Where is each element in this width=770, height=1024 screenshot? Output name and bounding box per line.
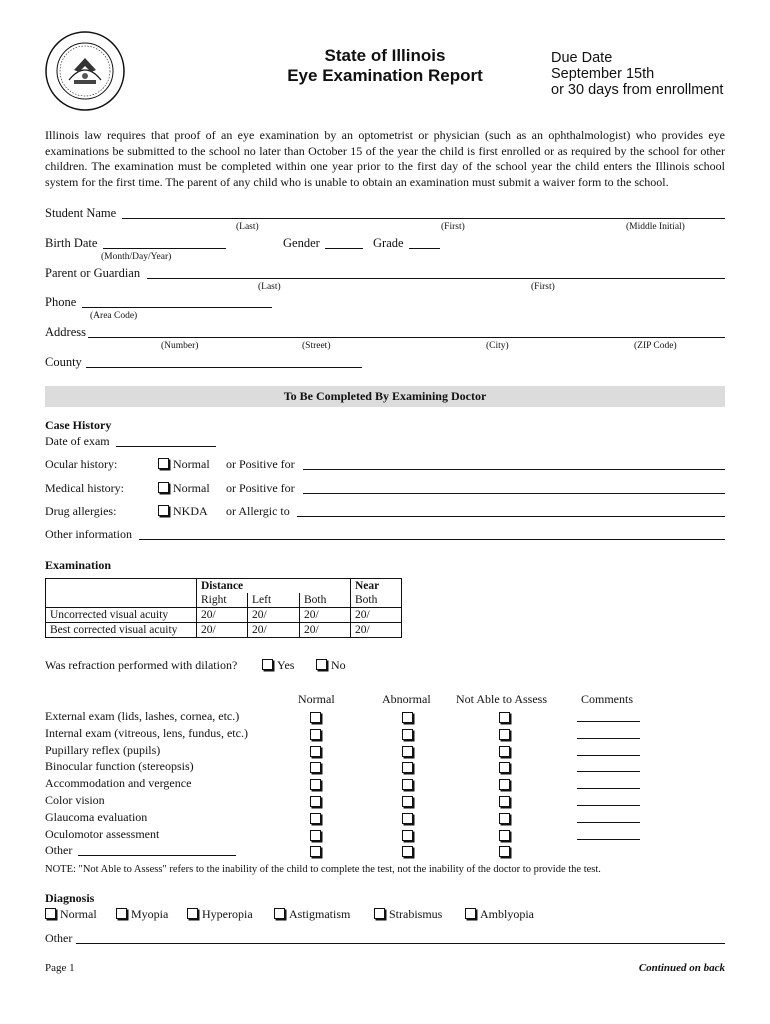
diagnosis-hyperopia-checkbox[interactable] (187, 907, 253, 922)
diagnosis-other-field[interactable] (76, 943, 725, 944)
due-date-block (551, 50, 723, 98)
assessment-label-color-vision: Color vision (45, 793, 105, 807)
drug-allergies-label: Drug allergies: (45, 504, 117, 518)
other-information-label: Other information (45, 527, 132, 541)
checkbox-icon (262, 659, 273, 670)
birth-date-hint: (Month/Day/Year) (101, 252, 172, 262)
internal-exam-abnormal-checkbox[interactable] (402, 729, 413, 740)
accommodation-vergence-normal-checkbox[interactable] (310, 779, 321, 790)
refraction-no-checkbox[interactable] (316, 658, 346, 673)
phone-hint: (Area Code) (90, 311, 138, 321)
parent-label: Parent or Guardian (45, 266, 141, 280)
best-corrected-row (46, 623, 402, 638)
other-information-field[interactable] (139, 539, 725, 540)
diagnosis-strabismus-checkbox[interactable] (374, 907, 442, 922)
medical-positive-label: or Positive for (226, 481, 295, 495)
grade-field[interactable] (409, 248, 440, 249)
state-seal (44, 30, 126, 112)
intro-paragraph: Illinois law requires that proof of an eye examination by an optometrist or physician (such as an ophthalmologist) who provides eye examinations be submitted to the school no later than October 15 of the year the child is first enrolled or as required by the school for other children. The examination must be completed within one year prior to the first day of the school year the child enters the Illinois school system for the first time. The parent of any child who is unable to obtain an examination must submit a waiver form to the school. (45, 128, 725, 189)
nkda-checkbox[interactable] (158, 504, 208, 519)
glaucoma-evaluation-abnormal-checkbox[interactable] (402, 813, 413, 824)
diagnosis-option-label: Hyperopia (202, 907, 253, 921)
binocular-function-normal-checkbox[interactable] (310, 762, 321, 773)
assessment-label-external-exam: External exam (lids, lashes, cornea, etc.) (45, 709, 240, 723)
allergic-to-label: or Allergic to (226, 504, 290, 518)
both-distance-header: Both (300, 593, 351, 608)
diagnosis-other-label: Other (45, 931, 73, 945)
external-exam-not-able-checkbox[interactable] (499, 712, 510, 723)
ocular-normal-label: Normal (173, 457, 210, 471)
diagnosis-option-label: Astigmatism (289, 907, 351, 921)
assessment-label-internal-exam: Internal exam (vitreous, lens, fundus, etc.) (45, 725, 248, 740)
assessment-label-oculomotor-assessment: Oculomotor assessment (45, 826, 160, 841)
diagnosis-option-label: Strabismus (389, 907, 443, 921)
oculomotor-assessment-comment-field[interactable] (577, 839, 640, 840)
color-vision-not-able-checkbox[interactable] (499, 796, 510, 807)
checkbox-icon (187, 908, 198, 919)
uncorrected-left[interactable]: 20/ (248, 608, 300, 623)
case-history-heading: Case History (45, 418, 112, 432)
other-normal-checkbox[interactable] (310, 846, 321, 857)
acuity-subheader-blank (46, 593, 197, 608)
assessment-label-binocular-function: Binocular function (stereopsis) (45, 759, 194, 774)
continued-on-back: Continued on back (638, 962, 725, 974)
checkbox-icon (158, 505, 169, 516)
address-field[interactable] (88, 337, 725, 338)
medical-history-label: Medical history: (45, 481, 124, 495)
color-vision-normal-checkbox[interactable] (310, 796, 321, 807)
birth-date-field[interactable] (103, 248, 226, 249)
phone-field[interactable] (82, 307, 272, 308)
oculomotor-assessment-normal-checkbox[interactable] (310, 830, 321, 841)
name-middle-hint: (Middle Initial) (626, 222, 685, 232)
diagnosis-option-label: Amblyopia (480, 907, 534, 921)
page-number: Page 1 (45, 962, 75, 974)
gender-field[interactable] (325, 248, 363, 249)
parent-first-hint: (First) (531, 282, 555, 292)
due-date-line-2: or 30 days from enrollment (551, 82, 724, 98)
allergic-to-field[interactable] (297, 516, 725, 517)
date-of-exam-label: Date of exam (45, 434, 110, 448)
doctor-section-title: To Be Completed By Examining Doctor (283, 389, 487, 403)
best-corrected-near[interactable]: 20/ (351, 623, 402, 638)
left-header: Left (248, 593, 300, 608)
checkbox-icon (316, 659, 327, 670)
accommodation-vergence-abnormal-checkbox[interactable] (402, 779, 413, 790)
address-zip-hint: (ZIP Code) (634, 341, 677, 351)
other-abnormal-checkbox[interactable] (402, 846, 413, 857)
external-exam-abnormal-checkbox[interactable] (402, 712, 413, 723)
phone-label: Phone (45, 295, 77, 309)
ocular-normal-checkbox[interactable] (158, 457, 210, 472)
checkbox-icon (465, 908, 476, 919)
nkda-label: NKDA (173, 504, 208, 518)
ocular-positive-field[interactable] (303, 469, 725, 470)
doctor-section-banner (45, 386, 725, 407)
other-not-able-checkbox[interactable] (499, 846, 510, 857)
assessment-label-other: Other (45, 843, 73, 858)
checkbox-icon (45, 908, 56, 919)
address-number-hint: (Number) (161, 341, 199, 351)
best-corrected-left[interactable]: 20/ (248, 623, 300, 638)
refraction-yes-label: Yes (277, 658, 295, 672)
uncorrected-near[interactable]: 20/ (351, 608, 402, 623)
birth-date-label: Birth Date (45, 236, 98, 250)
name-first-hint: (First) (441, 222, 465, 232)
medical-normal-label: Normal (173, 481, 210, 495)
uncorrected-row (46, 608, 402, 623)
col-abnormal-header: Abnormal (382, 692, 431, 706)
student-name-field[interactable] (122, 218, 725, 219)
oculomotor-assessment-abnormal-checkbox[interactable] (402, 830, 413, 841)
external-exam-comment-field[interactable] (577, 721, 640, 722)
assessment-label-accommodation-vergence: Accommodation and vergence (45, 776, 192, 791)
col-comments-header: Comments (581, 692, 634, 706)
diagnosis-astigmatism-checkbox[interactable] (274, 907, 350, 922)
pupillary-reflex-normal-checkbox[interactable] (310, 746, 321, 757)
parent-field[interactable] (147, 278, 725, 279)
internal-exam-comment-field[interactable] (577, 738, 640, 739)
glaucoma-evaluation-normal-checkbox[interactable] (310, 813, 321, 824)
county-field[interactable] (86, 367, 362, 368)
parent-last-hint: (Last) (258, 282, 281, 292)
diagnosis-option-label: Normal (60, 907, 97, 921)
diagnosis-myopia-checkbox[interactable] (116, 907, 168, 922)
county-label: County (45, 355, 82, 369)
internal-exam-normal-checkbox[interactable] (310, 729, 321, 740)
diagnosis-normal-checkbox[interactable] (45, 907, 97, 922)
glaucoma-evaluation-not-able-checkbox[interactable] (499, 813, 510, 824)
assessment-other-field[interactable] (78, 855, 236, 856)
examination-heading: Examination (45, 558, 112, 572)
checkbox-icon (158, 458, 169, 469)
pupillary-reflex-not-able-checkbox[interactable] (499, 746, 510, 757)
grade-label: Grade (373, 236, 404, 250)
accommodation-vergence-comment-field[interactable] (577, 788, 640, 789)
ocular-history-label: Ocular history: (45, 457, 118, 471)
diagnosis-option-label: Myopia (131, 907, 169, 921)
assessment-label-glaucoma-evaluation: Glaucoma evaluation (45, 809, 148, 824)
checkbox-icon (274, 908, 285, 919)
medical-normal-checkbox[interactable] (158, 481, 210, 496)
note-text: NOTE: "Not Able to Assess" refers to the inability of the child to complete the test, not the inability of the doctor to provide the test. (45, 864, 601, 875)
name-last-hint: (Last) (236, 222, 259, 232)
uncorrected-label: Uncorrected visual acuity (46, 608, 197, 623)
best-corrected-both[interactable]: 20/ (300, 623, 351, 638)
diagnosis-amblyopia-checkbox[interactable] (465, 907, 534, 922)
date-of-exam-field[interactable] (116, 446, 216, 447)
acuity-header-blank (46, 579, 197, 594)
student-name-label: Student Name (45, 206, 117, 220)
gender-label: Gender (283, 236, 320, 250)
visual-acuity-table (45, 578, 402, 638)
accommodation-vergence-not-able-checkbox[interactable] (499, 779, 510, 790)
color-vision-abnormal-checkbox[interactable] (402, 796, 413, 807)
due-date-label: Due Date (551, 50, 613, 66)
assessment-label-pupillary-reflex: Pupillary reflex (pupils) (45, 742, 161, 757)
checkbox-icon (158, 482, 169, 493)
glaucoma-evaluation-comment-field[interactable] (577, 822, 640, 823)
binocular-function-comment-field[interactable] (577, 771, 640, 772)
both-near-header: Both (351, 593, 402, 608)
ocular-positive-label: or Positive for (226, 457, 295, 471)
diagnosis-heading: Diagnosis (45, 891, 95, 905)
refraction-yes-checkbox[interactable] (262, 658, 294, 673)
best-corrected-right[interactable]: 20/ (197, 623, 248, 638)
uncorrected-both[interactable]: 20/ (300, 608, 351, 623)
refraction-question: Was refraction performed with dilation? (45, 658, 238, 672)
color-vision-comment-field[interactable] (577, 805, 640, 806)
oculomotor-assessment-not-able-checkbox[interactable] (499, 830, 510, 841)
right-header: Right (197, 593, 248, 608)
binocular-function-not-able-checkbox[interactable] (499, 762, 510, 773)
title-line-2: Eye Examination Report (287, 66, 483, 85)
col-not-able-header: Not Able to Assess (456, 692, 548, 706)
checkbox-icon (374, 908, 385, 919)
address-city-hint: (City) (486, 341, 509, 351)
distance-header: Distance (197, 579, 351, 594)
binocular-function-abnormal-checkbox[interactable] (402, 762, 413, 773)
address-label: Address (45, 325, 86, 339)
col-normal-header: Normal (298, 692, 335, 706)
pupillary-reflex-comment-field[interactable] (577, 755, 640, 756)
refraction-no-label: No (331, 658, 346, 672)
internal-exam-not-able-checkbox[interactable] (499, 729, 510, 740)
form-title (270, 46, 500, 86)
due-date-line-1: September 15th (551, 66, 655, 82)
near-header: Near (351, 579, 402, 594)
best-corrected-label: Best corrected visual acuity (46, 623, 197, 638)
external-exam-normal-checkbox[interactable] (310, 712, 321, 723)
title-line-1: State of Illinois (324, 46, 446, 65)
pupillary-reflex-abnormal-checkbox[interactable] (402, 746, 413, 757)
checkbox-icon (116, 908, 127, 919)
uncorrected-right[interactable]: 20/ (197, 608, 248, 623)
medical-positive-field[interactable] (303, 493, 725, 494)
address-street-hint: (Street) (302, 341, 331, 351)
